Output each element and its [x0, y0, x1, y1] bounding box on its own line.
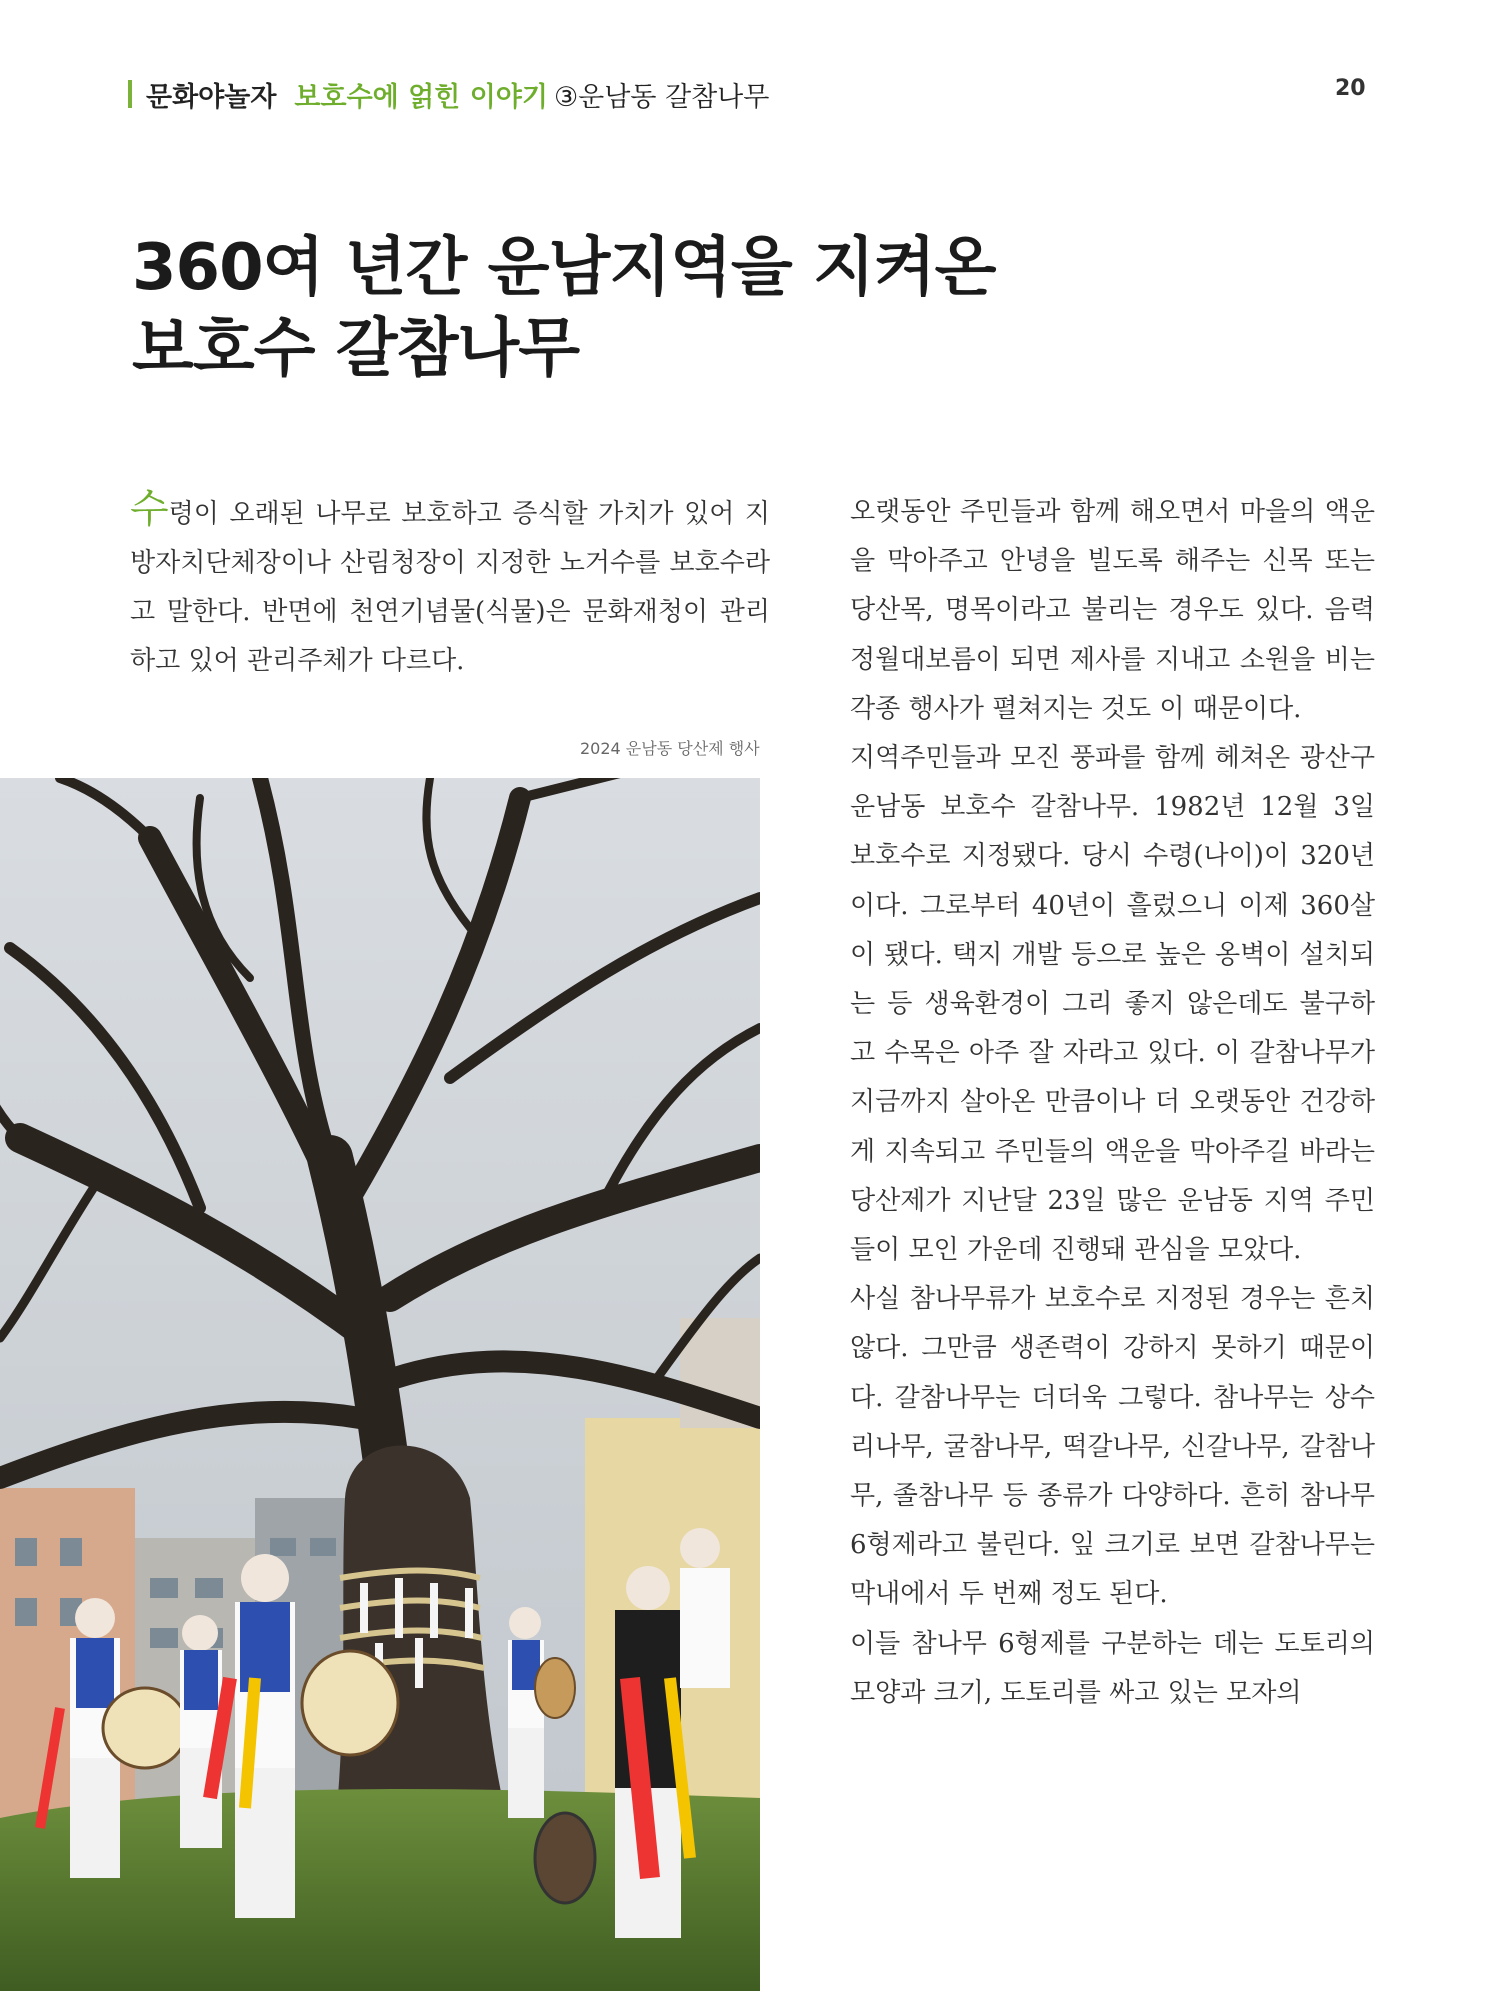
article-title-line-2: 보호수 갈참나무: [132, 311, 580, 386]
body-paragraph-4: 이들 참나무 6형제를 구분하는 데는 도토리의 모양과 크기, 도토리를 싸고 있는 모자의: [850, 1628, 1375, 1708]
header-section-name: 문화야놀자: [146, 81, 277, 113]
page-number: 20: [1335, 76, 1366, 101]
photo-caption: 2024 운남동 당산제 행사: [580, 739, 760, 758]
intro-text: 령이 오래된 나무로 보호하고 증식할 가치가 있어 지방자치단체장이나 산림청장이 지정한 노거수를 보호수라고 말한다. 반면에 천연기념물(식물)은 문화재청이 관리하고 있어 관리주체가 다르다.: [130, 499, 770, 676]
body-paragraph-3: 사실 참나무류가 보호수로 지정된 경우는 흔치 않다. 그만큼 생존력이 강하지 못하기 때문이다. 갈참나무는 더더욱 그렇다. 참나무는 상수리나무, 굴참나무, 떡갈나무, 신갈나무, 갈참나무, 졸참나무 등 종류가 다양하다. 흔히 참나무 6형제라고 불린다. 잎 크기로 보면 갈참나무는 막내에서 두 번째 정도 된다.: [850, 1284, 1375, 1610]
header-series-name: 보호수에 얽힌 이야기: [294, 81, 548, 113]
body-paragraph-1: 오랫동안 주민들과 함께 해오면서 마을의 액운을 막아주고 안녕을 빌도록 해주는 신목 또는 당산목, 명목이라고 불리는 경우도 있다. 음력 정월대보름이 되면 제사를 지내고 소원을 비는 각종 행사가 펼쳐지는 것도 이 때문이다.: [850, 497, 1375, 724]
photo-illustration: [0, 778, 760, 1991]
intro-dropcap: 수: [130, 486, 169, 532]
running-header: [128, 74, 769, 114]
body-paragraph-2: 지역주민들과 모진 풍파를 함께 헤쳐온 광산구 운남동 보호수 갈참나무. 1982년 12월 3일 보호수로 지정됐다. 당시 수령(나이)이 320년이다. 그로부터 40년이 흘렀으니 이제 360살이 됐다. 택지 개발 등으로 높은 옹벽이 설치되는 등 생육환경이 그리 좋지 않은데도 불구하고 수목은 아주 잘 자라고 있다. 이 갈참나무가 지금까지 살아온 만큼이나 더 오랫동안 건강하게 지속되고 주민들의 액운을 막아주길 바라는 당산제가 지난달 23일 많은 운남동 지역 주민들이 모인 가운데 진행돼 관심을 모았다.: [850, 743, 1375, 1266]
article-title: [132, 228, 996, 389]
body-column: [850, 488, 1375, 1718]
intro-paragraph: [130, 485, 770, 686]
article-title-line-1: 360여 년간 운남지역을 지켜온: [132, 231, 996, 305]
header-subtitle: ③운남동 갈참나무: [553, 81, 770, 113]
header-accent-bar: [128, 80, 132, 108]
tree-ceremony-photo: [0, 778, 760, 1991]
